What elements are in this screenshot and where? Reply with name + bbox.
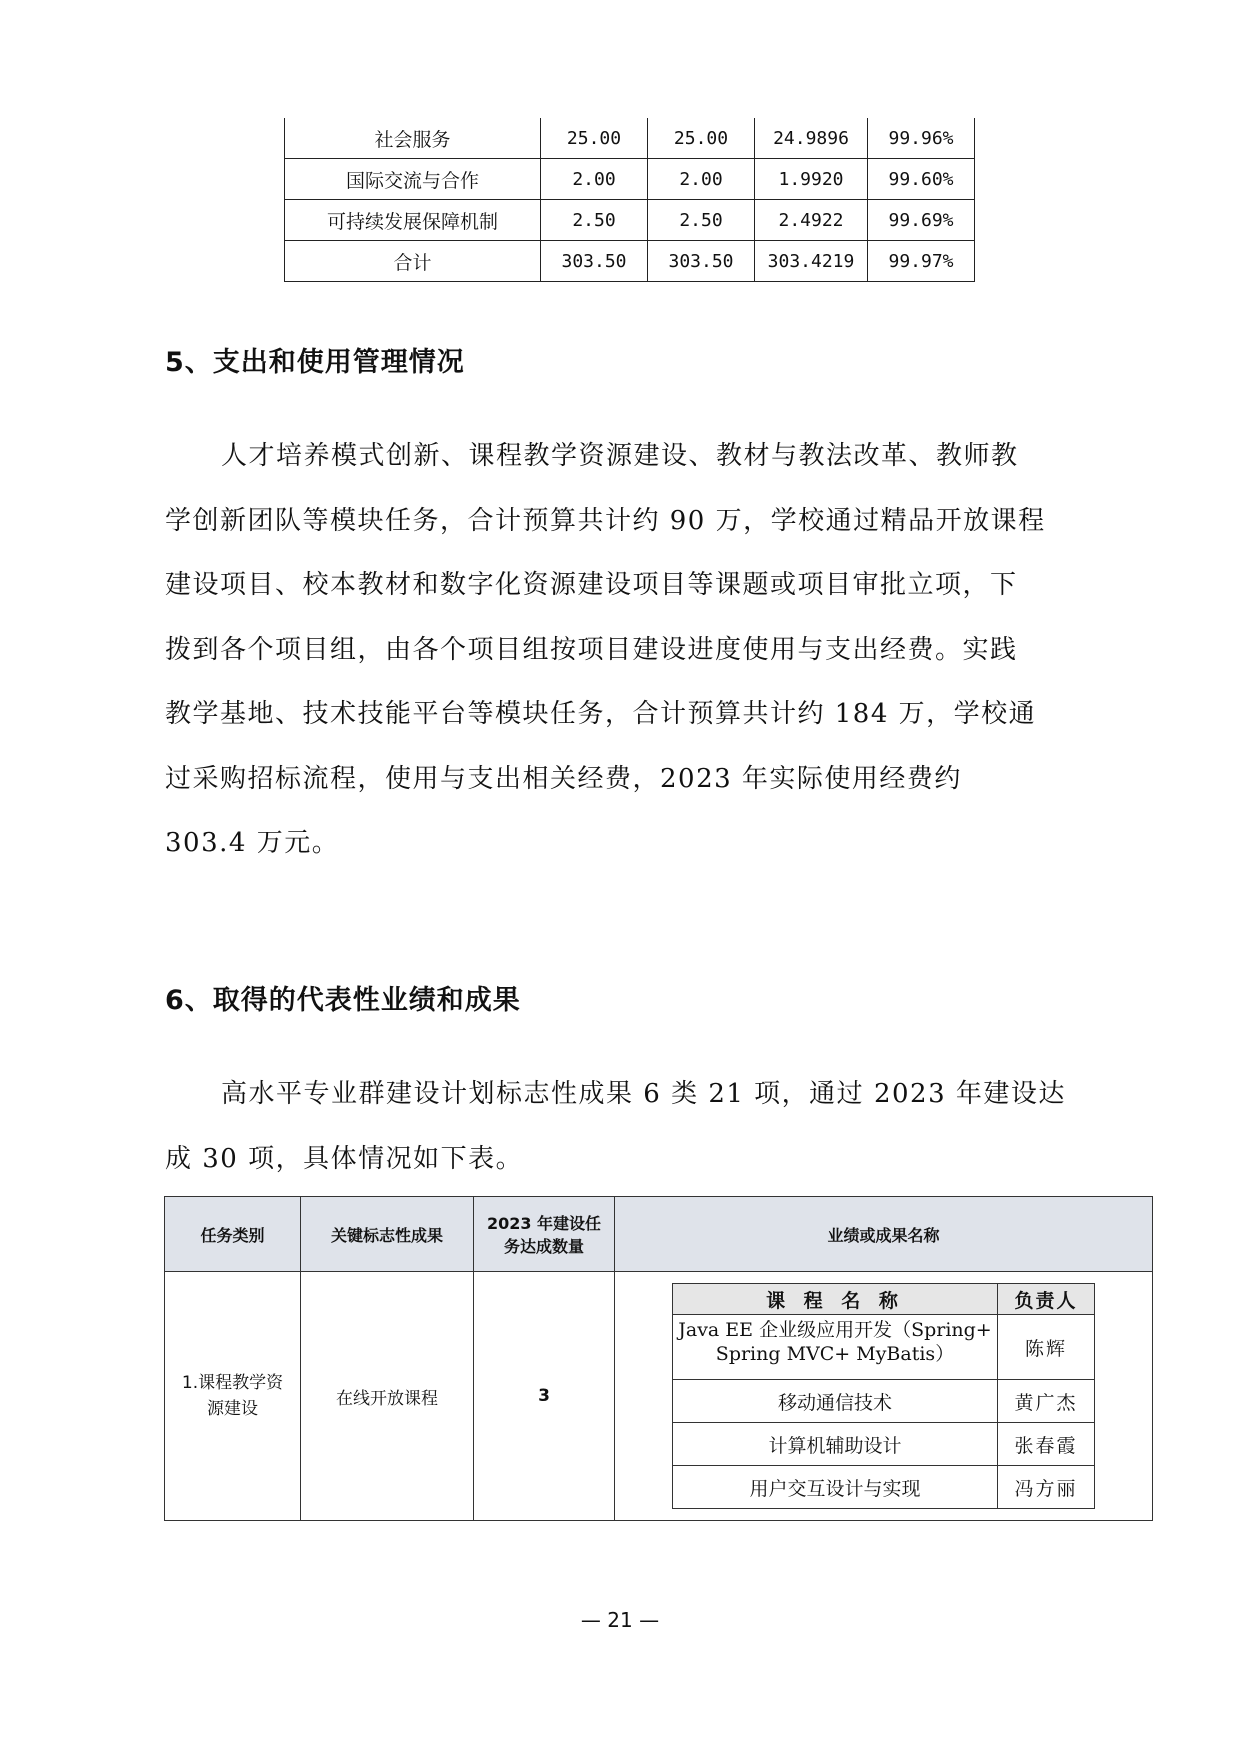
table-row	[285, 200, 975, 241]
course-row	[673, 1380, 1095, 1423]
budget-value-2: 2.00	[648, 159, 755, 200]
budget-value-1: 303.50	[541, 241, 648, 282]
course-name: 计算机辅助设计	[673, 1423, 998, 1466]
course-table-header-row	[673, 1284, 1095, 1315]
budget-value-3: 1.9920	[755, 159, 868, 200]
paragraph-line: 学创新团队等模块任务，合计预算共计约 90 万，学校通过精品开放课程	[165, 505, 1046, 536]
header-count: 2023 年建设任务达成数量	[474, 1197, 615, 1272]
paragraph-line: 教学基地、技术技能平台等模块任务，合计预算共计约 184 万，学校通	[165, 699, 1037, 729]
budget-value-1: 25.00	[541, 118, 648, 159]
course-row	[673, 1315, 1095, 1380]
budget-item-name: 社会服务	[285, 118, 541, 159]
achievement-table	[164, 1196, 1153, 1521]
budget-value-1: 2.50	[541, 200, 648, 241]
budget-table	[284, 118, 975, 282]
header-achievement-name: 业绩或成果名称	[615, 1197, 1153, 1272]
budget-value-2: 25.00	[648, 118, 755, 159]
paragraph-line: 建设项目、校本教材和数字化资源建设项目等课题或项目审批立项，下	[165, 570, 1018, 600]
header-task-category: 任务类别	[165, 1197, 301, 1272]
section-6-paragraph	[165, 1062, 1085, 1191]
table-row	[285, 118, 975, 159]
page-number: — 21 —	[580, 1608, 660, 1632]
course-name-header: 课 程 名 称	[673, 1284, 998, 1315]
budget-value-2: 2.50	[648, 200, 755, 241]
budget-rate: 99.60%	[868, 159, 975, 200]
paragraph-line: 成 30 项，具体情况如下表。	[165, 1143, 524, 1174]
course-owner: 冯方丽	[998, 1466, 1095, 1509]
paragraph-line: 人才培养模式创新、课程教学资源建设、教材与教法改革、教师教	[221, 441, 1019, 471]
course-table	[672, 1283, 1095, 1509]
paragraph-line: 过采购招标流程，使用与支出相关经费，2023 年实际使用经费约	[165, 763, 962, 794]
table-row	[285, 241, 975, 282]
course-name: 用户交互设计与实现	[673, 1466, 998, 1509]
budget-value-2: 303.50	[648, 241, 755, 282]
course-name	[673, 1315, 998, 1380]
course-name: 移动通信技术	[673, 1380, 998, 1423]
budget-rate: 99.96%	[868, 118, 975, 159]
achievement-table-header-row	[165, 1197, 1153, 1272]
section-5-paragraph	[165, 424, 1085, 876]
table-row	[165, 1272, 1153, 1521]
category-cell: 1.课程教学资源建设	[165, 1272, 301, 1521]
achievement-name-cell	[615, 1272, 1153, 1521]
budget-value-3: 303.4219	[755, 241, 868, 282]
budget-value-3: 24.9896	[755, 118, 868, 159]
key-result-cell: 在线开放课程	[301, 1272, 474, 1521]
budget-rate: 99.69%	[868, 200, 975, 241]
course-row	[673, 1423, 1095, 1466]
budget-item-name: 可持续发展保障机制	[285, 200, 541, 241]
course-owner: 张春霞	[998, 1423, 1095, 1466]
course-row	[673, 1466, 1095, 1509]
count-cell: 3	[474, 1272, 615, 1521]
budget-value-3: 2.4922	[755, 200, 868, 241]
paragraph-line: 303.4 万元。	[165, 828, 340, 858]
section-6-heading: 6、取得的代表性业绩和成果	[165, 985, 521, 1016]
paragraph-line: 拨到各个项目组，由各个项目组按项目建设进度使用与支出经费。实践	[165, 634, 1018, 665]
budget-table-body	[285, 118, 975, 282]
paragraph-line: 高水平专业群建设计划标志性成果 6 类 21 项，通过 2023 年建设达	[221, 1079, 1066, 1109]
budget-item-name: 国际交流与合作	[285, 159, 541, 200]
course-name-text: Java EE 企业级应用开发（Spring+ Spring MVC+ MyBatis）	[678, 1319, 992, 1365]
table-row	[285, 159, 975, 200]
section-5-heading: 5、支出和使用管理情况	[165, 347, 465, 378]
course-owner: 陈辉	[998, 1315, 1095, 1380]
budget-item-name: 合计	[285, 241, 541, 282]
owner-header: 负责人	[998, 1284, 1095, 1315]
budget-rate: 99.97%	[868, 241, 975, 282]
course-owner: 黄广杰	[998, 1380, 1095, 1423]
header-key-result: 关键标志性成果	[301, 1197, 474, 1272]
budget-value-1: 2.00	[541, 159, 648, 200]
